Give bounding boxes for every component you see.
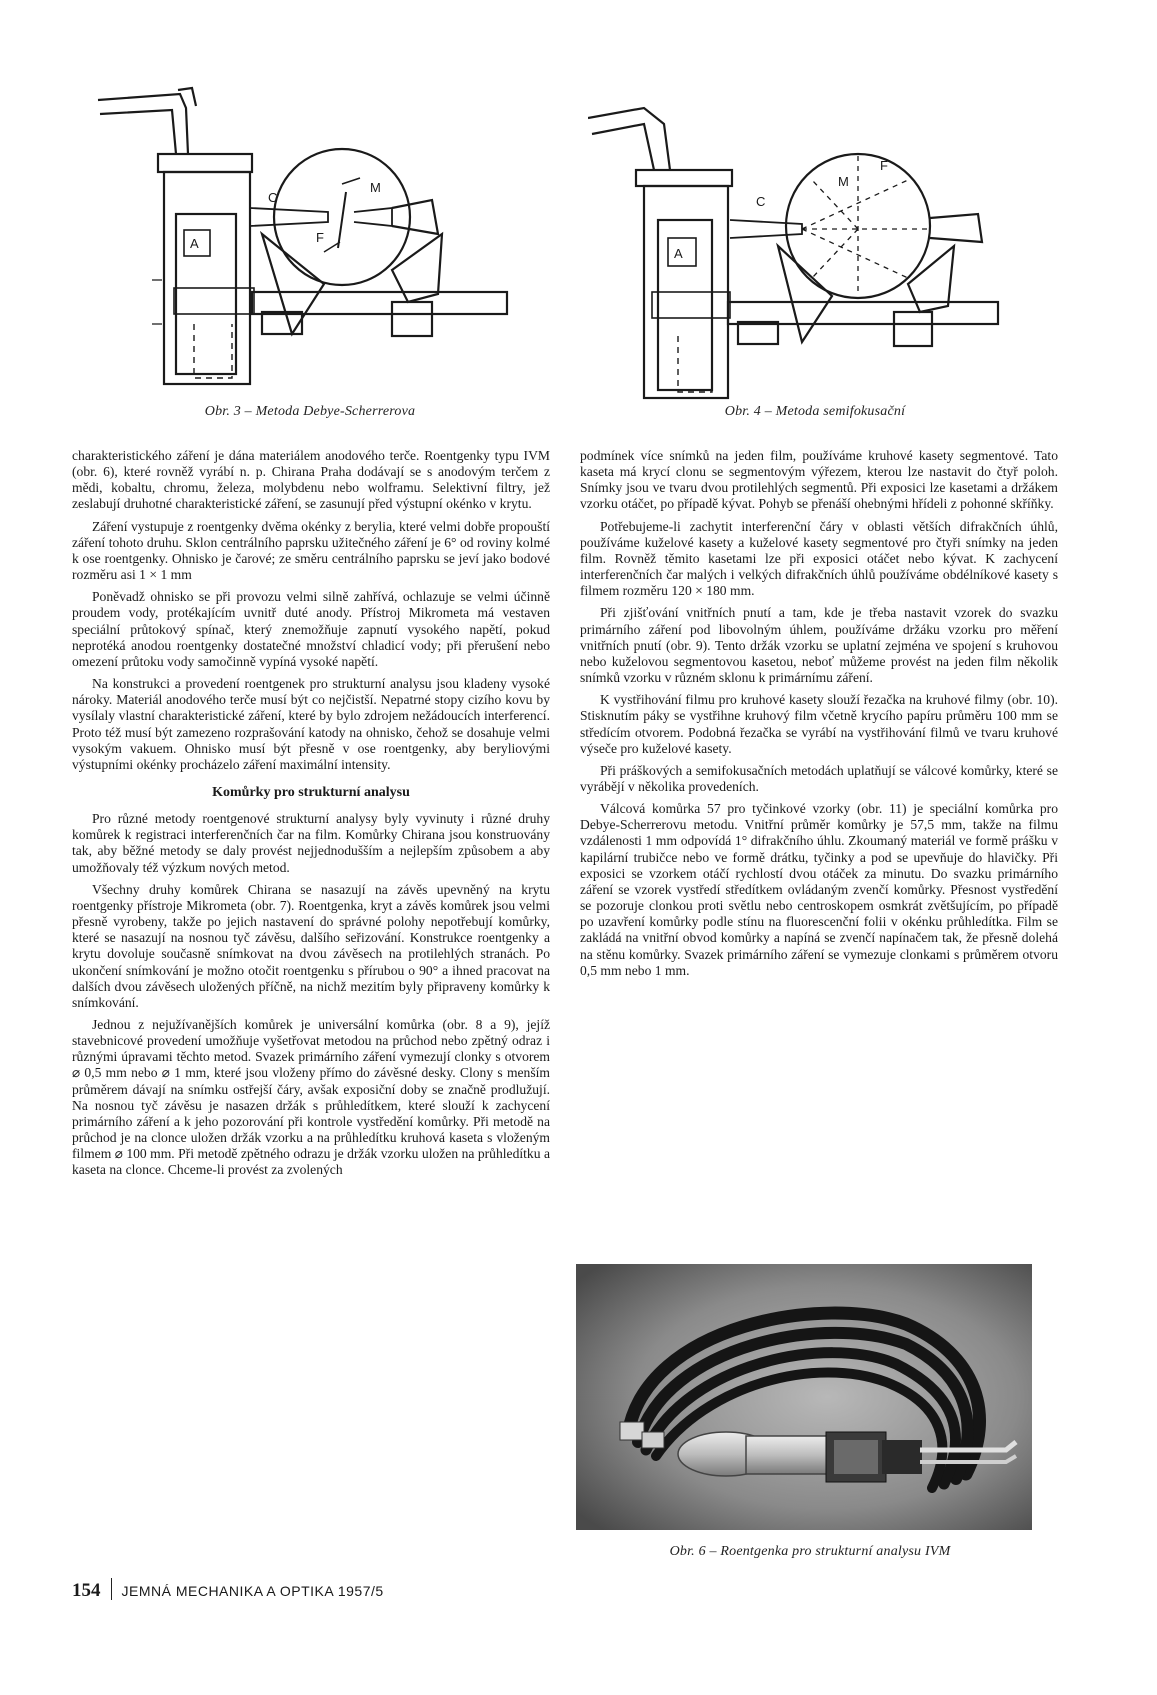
left-paragraph-5: Pro různé metody roentgenové strukturní analysy byly vyvinuty i různé druhy komůrek k registraci interferenčních čar na film. Komůrky Chirana jsou konstruovány tak, aby běžné metody se daly provést nejjednodušším a nejlepším způsobem a aby umožňovaly též výzkum nových metod. bbox=[72, 811, 550, 875]
figure-3-debye-scherrer bbox=[92, 84, 542, 394]
figure-6-image bbox=[576, 1264, 1032, 1530]
figure-3-drawing bbox=[92, 84, 542, 394]
left-paragraph-6: Všechny druhy komůrek Chirana se nasazují na závěs upevněný na krytu roentgenky přístroje Mikrometa (obr. 7). Roentgenka, kryt a závěs komůrek jsou velmi přesně vyrobeny, takže po jejich nastavení do správné polohy nepotřebují komůrky, které se nasazují na nosnou tyč závěsu, dalšího seřizování. Konstrukce roentgenky a krytu dovoluje současně snímkovat na dvou závěsech na protilehlých stranách. Po ukončení snímkování je možno otočit roentgenku s přírubou o 90° a ihned pracovat na dalších dvou závěsech uložených příčně, na nichž mezitím byly připraveny komůrky k snímkování. bbox=[72, 881, 550, 1010]
figure-4-drawing bbox=[588, 96, 1028, 401]
fig3-label-f: F bbox=[316, 230, 324, 245]
right-paragraph-3: Při zjišťování vnitřních pnutí a tam, kde je třeba nastavit vzorek do svazku primárního záření pod libovolným úhlem, používáme držáku vzorku pro měření vnitřních pnutí (obr. 9). Tento držák vzorku se uplatní zejména ve spojení s kruhovou nebo kuželovou segmentovou kasetou, neboť můžeme provést na jeden film několik snímků vzorku v různém sklonu k primárnímu záření. bbox=[580, 605, 1058, 686]
magazine-title: JEMNÁ MECHANIKA A OPTIKA 1957/5 bbox=[121, 1583, 384, 1599]
right-column bbox=[580, 448, 1058, 985]
left-paragraph-2: Záření vystupuje z roentgenky dvěma okénky z berylia, které velmi dobře propouští záření tohoto druhu. Sklon centrálního paprsku užitečného záření je 6° od roviny kolmé k ose roentgenky. Ohnisko je čarové; ze směru centrálního paprsku se jeví jako bodové rozměru asi 1 × 1 mm bbox=[72, 518, 550, 583]
fig4-label-m: M bbox=[838, 174, 849, 189]
fig3-label-c: C bbox=[268, 190, 278, 205]
page-footer bbox=[72, 1578, 384, 1602]
figure-3-caption: Obr. 3 – Metoda Debye-Scherrerova bbox=[204, 404, 416, 419]
page-number: 154 bbox=[72, 1580, 101, 1601]
fig4-label-c: C bbox=[756, 194, 766, 209]
right-paragraph-4: K vystřihování filmu pro kruhové kasety slouží řezačka na kruhové filmy (obr. 10). Stisknutím páky se vystřihne kruhový film včetně krycího papíru průměru 100 mm se středícím otvorem. Podobná řezačka se vyrábí na vystřihování filmů ve tvaru kruhové výseče pro kuželové kasety. bbox=[580, 692, 1058, 756]
right-paragraph-1: podmínek více snímků na jeden film, používáme kruhové kasety segmentové. Tato kaseta má krycí clonu se segmentovým výřezem, kterou lze nastavit do čtyř poloh. Snímky jsou ve tvaru dvou protilehlých segmentů. Při exposici lze kasetami a držákem vzorku otáčet, po případě kývat. Pohyb se přenáší ohebnými hřídeli z pohonné skříňky. bbox=[580, 448, 1058, 512]
figure-4-caption: Obr. 4 – Metoda semifokusační bbox=[724, 404, 906, 419]
right-paragraph-6: Válcová komůrka 57 pro tyčinkové vzorky (obr. 11) je speciální komůrka pro Debye-Scherrerovu metodu. Vnitřní průměr komůrky je 57,5 mm, takže na filmu vzdálenosti 1 mm odpovídá 1° difrakčního úhlu. Zkoumaný materiál ve formě prášku v kapilární trubičce nebo ve formě drátku, tyčinky a pod se upevňuje do hlavičky. Při exposici se vzorkem otáčí rychlostí dvou otáček za minutu. Do svazku primárního záření se vzorek vystředí středítkem ovládaným zvenčí komůrky. Přesnost vystředění se pozoruje clonkou proti světlu nebo centroskopem osmkrát zvětšujícím, po případě po uzavření komůrky podle stínu na fluorescenční folii v okénku průhledítka. Film se zakládá na vnitřní obvod komůrky a napíná se zvenčí napínačem tak, že přesně dolehá na stěnu komůrky. Svazek primárního záření se vymezuje clonkami s průměrem otvoru 0,5 mm nebo 1 mm. bbox=[580, 801, 1058, 978]
left-column bbox=[72, 448, 550, 1185]
fig3-label-m: M bbox=[370, 180, 381, 195]
right-paragraph-5: Při práškových a semifokusačních metodách uplatňují se válcové komůrky, které se vyrábějí v několika provedeních. bbox=[580, 762, 1058, 794]
figure-6-caption: Obr. 6 – Roentgenka pro strukturní analysu IVM bbox=[669, 1544, 951, 1559]
fig4-label-a: A bbox=[674, 246, 683, 261]
right-paragraph-2: Potřebujeme-li zachytit interferenční čáry v oblasti větších difrakčních úhlů, používáme kuželové kasety a kuželové kasety segmentové pro čtyři snímky na jeden film. Rovněž těmito kasetami lze při exposici otáčet nebo kývat. K zachycení interferenčních čar malých i velkých difrakčních úhlů používáme obdélníkové kasety s filmem rozměru 120 × 180 mm. bbox=[580, 518, 1058, 599]
fig3-label-a: A bbox=[190, 236, 199, 251]
left-paragraph-4: Na konstrukci a provedení roentgenek pro strukturní analysu jsou kladeny vysoké nároky. Materiál anodového terče musí být co nejčistší. Nepatrné stopy cizího kovu by vysílaly vlastní charakteristické záření, které by bylo zdrojem nežádoucích interferencí. Proto též musí být zamezeno rozprašování katody na ohnisko, čehož se dosahuje velmi vysokým vakuem. Ohnisko musí být přesně v ose roentgenky, aby beryliovými výstupními okénky procházelo záření maximální intensity. bbox=[72, 676, 550, 772]
left-paragraph-7: Jednou z nejužívanějších komůrek je universální komůrka (obr. 8 a 9), jejíž stavebnicové provedení umožňuje vyšetřovat metodou na průchod nebo zpětný odraz i různými úpravami těchto metod. Svazek primárního záření vymezují clonky s otvorem ⌀ 0,5 mm nebo ⌀ 1 mm, které jsou vloženy přímo do závěsné desky. Clony s menším průměrem dávají na snímku ostřejší čáry, avšak exposiční doby se značně prodlužují. Na nosnou tyč závěsu je nasazen držák s průhledítkem, které slouží k zachycení primárního záření a k jeho pozorování při kontrole vystředění komůrky. Při metodě na průchod je na clonce uložen držák vzorku a na průhledítku kruhová kaseta s vloženým filmem ⌀ 100 mm. Při metodě zpětného odrazu je držák vzorku uložen na průhledítku a kaseta na clonce. Chceme-li provést za zvolených bbox=[72, 1017, 550, 1178]
figure-4-semifocusing bbox=[588, 96, 1028, 401]
left-paragraph-3: Poněvadž ohnisko se při provozu velmi silně zahřívá, ochlazuje se velmi účinně proudem vody, protékajícím uvnitř duté anody. Přístroj Mikrometa má vestaven speciální průtokový spínač, který znemožňuje zapnutí vysokého napětí, pokud neprotéká anodou roentgenky dostatečné množství chladicí vody; při přerušení nebo omezení průtoku vody samočinně vypíná vysoké napětí. bbox=[72, 589, 550, 669]
footer-divider bbox=[111, 1578, 112, 1600]
figure-6-photo bbox=[576, 1264, 1032, 1530]
fig4-label-f: F bbox=[880, 158, 888, 173]
section-heading: Komůrky pro strukturní analysu bbox=[212, 784, 410, 800]
left-paragraph-1: charakteristického záření je dána materiálem anodového terče. Roentgenky typu IVM (obr. 6), které rovněž vyrábí n. p. Chirana Praha dodávají se s anodovým terčem z mědi, kobaltu, chromu, železa, molybdenu nebo wolframu. Selektivní filtry, jež zeslabují druhotné charakteristické záření, se zasunují před výstupní okénko v krytu. bbox=[72, 448, 550, 512]
